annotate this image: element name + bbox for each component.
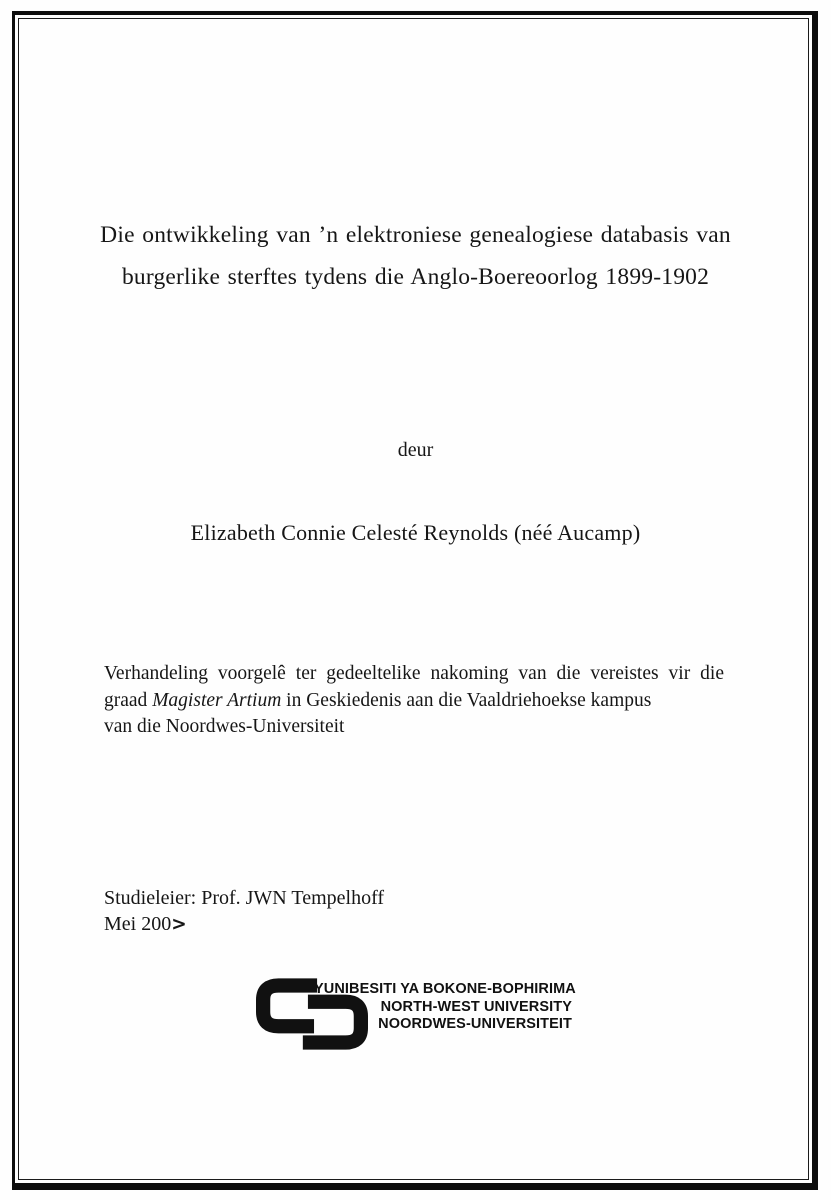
degree-statement xyxy=(104,661,724,741)
degree-statement-line1: Verhandeling voorgelê ter gedeeltelike nakoming van die vereistes vir die xyxy=(104,663,724,684)
logo-text-afrikaans: NOORDWES-UNIVERSITEIT xyxy=(378,1016,572,1032)
date-text: Mei 200 xyxy=(104,913,172,935)
supervisor-line: Studieleier: Prof. JWN Tempelhoff xyxy=(104,887,385,909)
degree-statement-line2-pre: graad xyxy=(104,689,153,711)
university-logo-text xyxy=(314,981,576,1034)
supervisor-block xyxy=(104,885,384,938)
degree-statement-line2-post: in Geskiedenis aan die Vaaldriehoekse kampus xyxy=(281,689,652,711)
degree-name-italic: Magister Artium xyxy=(152,689,282,711)
thesis-title xyxy=(30,214,801,298)
degree-statement-line2 xyxy=(104,688,724,715)
thesis-title-line2: burgerlike sterftes tydens die Anglo-Boereoorlog 1899-1902 xyxy=(121,264,710,290)
logo-text-english: NORTH-WEST UNIVERSITY xyxy=(380,998,572,1015)
thesis-title-line1: Die ontwikkeling van ’n elektroniese genealogiese databasis van xyxy=(100,222,731,248)
university-logo xyxy=(256,976,586,1056)
byline-deur: deur xyxy=(397,439,434,461)
author-name: Elizabeth Connie Celesté Reynolds (néé Aucamp) xyxy=(190,520,641,545)
degree-statement-line3: van die Noordwes-Universiteit xyxy=(104,716,345,737)
date-seven-glyph: > xyxy=(171,914,186,935)
logo-text-setswana: YUNIBESITI YA BOKONE-BOPHIRIMA xyxy=(314,981,576,997)
date-line xyxy=(104,911,384,938)
